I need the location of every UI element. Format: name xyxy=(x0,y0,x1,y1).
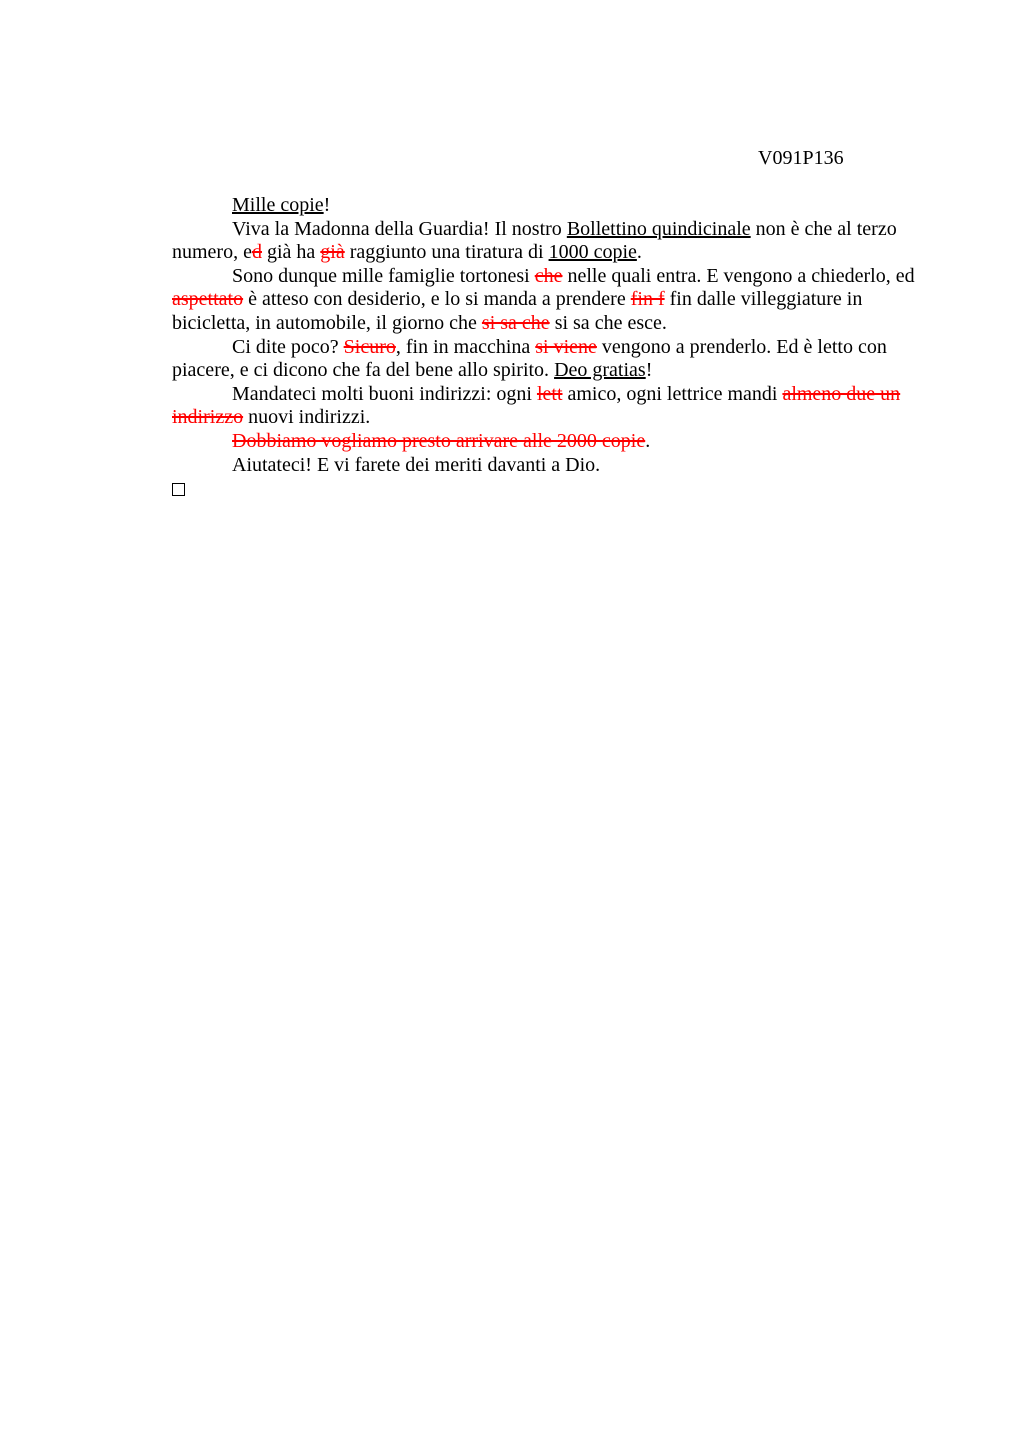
text-run: fin dalle villeggiature in bicicletta, in automobile, il giorno che xyxy=(172,288,863,334)
deleted-text: che xyxy=(534,264,563,287)
deleted-text: d xyxy=(251,241,262,264)
deleted-text: già xyxy=(320,241,345,264)
text-run: Mandateci molti buoni indirizzi: ogni xyxy=(232,382,537,405)
paragraph-6 xyxy=(172,454,924,478)
paragraph-4 xyxy=(172,383,924,430)
deleted-text: fin f xyxy=(630,288,665,311)
text-run: Aiutateci! E vi farete dei meriti davanti a Dio. xyxy=(232,453,601,476)
text-run: nelle quali entra. E vengono a chiederlo, ed xyxy=(562,264,915,287)
document-body xyxy=(172,194,924,503)
text-run: amico, ogni lettrice mandi xyxy=(562,382,783,405)
text-run: Sono dunque mille famiglie tortonesi xyxy=(232,264,535,287)
title-text: Mille copie xyxy=(232,194,324,216)
text-run: è atteso con desiderio, e lo si manda a prendere xyxy=(243,288,631,311)
paragraph-2 xyxy=(172,265,924,336)
deleted-text: Dobbiamo vogliamo presto arrivare alle 2000 copie xyxy=(232,429,646,452)
end-marker xyxy=(172,477,924,503)
document-title xyxy=(172,194,924,218)
text-run: Viva la Madonna della Guardia! Il nostro xyxy=(232,217,567,240)
text-run: vengono a prenderlo. Ed è letto con piacere, e ci dicono che fa del bene allo spirito. xyxy=(172,335,887,382)
text-run: già ha xyxy=(261,241,321,264)
title-punctuation: ! xyxy=(323,194,331,216)
text-run: non è che al terzo numero, e xyxy=(172,217,897,264)
underlined-text: Bollettino quindicinale xyxy=(566,217,751,240)
text-run: raggiunto una tiratura di xyxy=(344,241,549,264)
text-run: . xyxy=(645,429,651,452)
text-run: si sa che esce. xyxy=(549,311,667,334)
text-run: , fin in macchina xyxy=(395,335,536,358)
deleted-text: lett xyxy=(536,382,563,405)
deleted-text: aspettato xyxy=(172,288,244,311)
paragraph-3 xyxy=(172,336,924,383)
text-run: ! xyxy=(645,359,653,382)
page-reference: V091P136 xyxy=(758,147,844,169)
deleted-text: si sa che xyxy=(481,311,550,334)
text-run: nuovi indirizzi. xyxy=(243,406,371,429)
paragraph-5 xyxy=(172,430,924,454)
square-icon xyxy=(172,483,185,496)
text-run: Ci dite poco? xyxy=(232,335,344,358)
deleted-text: Sicuro xyxy=(343,335,396,358)
underlined-text: 1000 copie xyxy=(548,241,637,264)
text-run: . xyxy=(636,241,642,264)
paragraph-1 xyxy=(172,218,924,265)
underlined-text: Deo gratias xyxy=(554,359,646,382)
deleted-text: si viene xyxy=(535,335,597,358)
deleted-text: almeno due un indirizzo xyxy=(172,382,901,429)
